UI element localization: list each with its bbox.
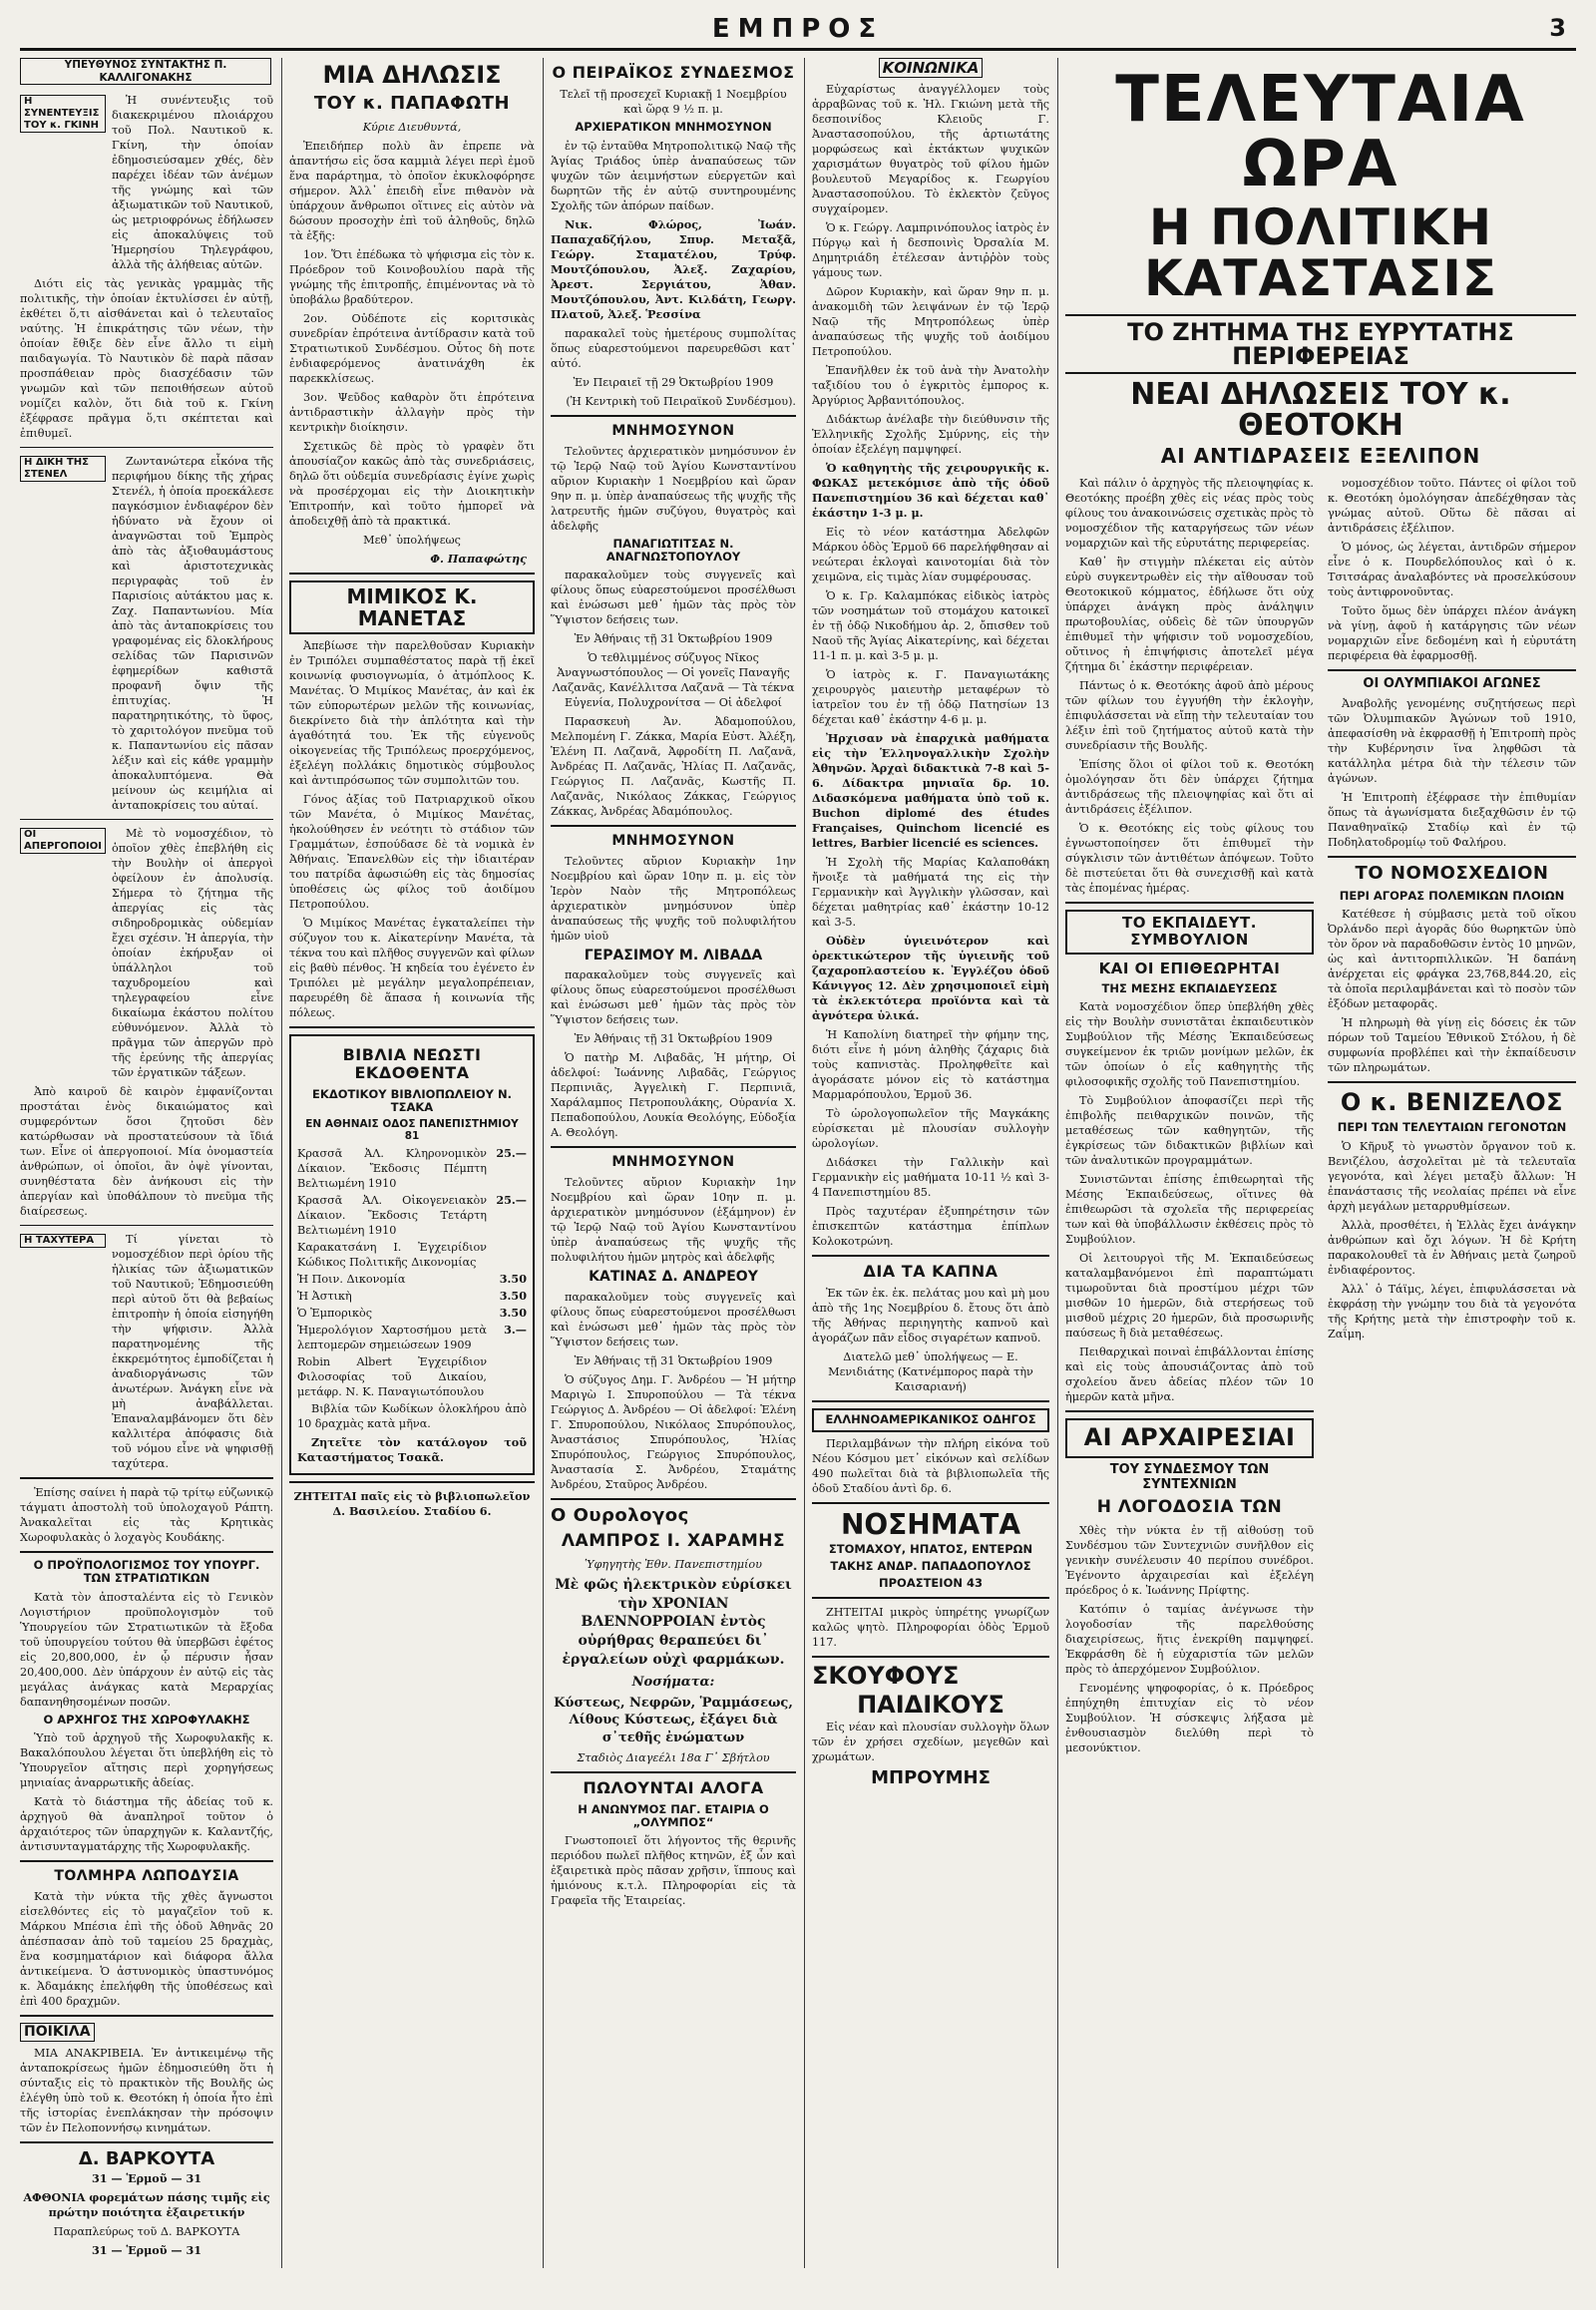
book-price: 3.— <box>504 1323 527 1338</box>
article-paragraph: Ὁ Μιμίκος Μανέτας ἐγκαταλείπει τὴν σύζυγον του κ. Αἰκατερίνην Μανέτα, τὰ τέκνα του καὶ πλῆθος συγγενῶν καὶ φίλων εἰς βαθὺ πένθος. Ἡ κηδεία του ἐγένετο ἐν Τριπόλει μὲ μεγάλην μεγαλοπρέπειαν, παρευρέθη δὲ ἅπασα ἡ κοινωνία τῆς πόλεως. <box>289 917 535 1020</box>
book-price: 25.— <box>496 1193 527 1208</box>
notice-heading: ΜΝΗΜΟΣΥΝΟΝ <box>611 833 735 850</box>
advert-title: Ὑφηγητὴς Ἐθν. Πανεπιστημίου <box>585 1557 762 1571</box>
headline-subhead: ΝΕΑΙ ΔΗΛΩΣΕΙΣ ΤΟΥ κ. ΘΕΟΤΟΚΗ <box>1130 377 1511 444</box>
social-item: Δῶρον Κυριακὴν, καὶ ὥραν 9ην π. μ. ἀνακομιδὴ τῶν λειψάνων ἐν τῷ Ἱερῷ Ναῷ τῆς Μητροπόλεως ὑπὲρ ἀναπαύσεως τῆς ψυχῆς τοῦ ἀοιδίμου Πετροπούλου. <box>812 285 1049 358</box>
social-item: Ὁ ἰατρὸς κ. Γ. Παναγιωτάκης χειρουργὸς μαιευτὴρ μεταφέρων τὸ ἰατρεῖον του ἐν τῇ ὁδῷ Πατησίων 13 δέχεται καθ᾽ ἑκάστην 4-6 μ. μ. <box>812 668 1049 726</box>
social-item: Οὐδὲν ὑγιεινότερον καὶ ὀρεκτικώτερον τῆς ὑγιεινῆς τοῦ ζαχαροπλαστείου κ. Ἐγγλέζου ὁδοῦ Κάνιγγος 12. Δὲν χρησιμοποιεῖ εἰμὴ τὰ ἐκλεκτότερα προϊόντα καὶ τὰ ἀγνότερα ὑλικά. <box>812 934 1049 1022</box>
separator <box>20 1477 273 1479</box>
advert-note: Βιβλία τῶν Κωδίκων ὁλοκλήρου ἀπὸ 10 δραχμὰς κατὰ μῆνα. <box>297 1402 527 1431</box>
separator <box>20 447 273 448</box>
article-heading: Ο ΠΡΟΫΠΟΛΟΓΙΣΜΟΣ ΤΟΥ ΥΠΟΥΡΓ. ΤΩΝ ΣΤΡΑΤΙΩΤΙΚΩΝ <box>33 1558 260 1586</box>
article-heading: ΜΙΜΙΚΟΣ Κ. ΜΑΝΕΤΑΣ <box>289 580 535 634</box>
column-4 <box>812 58 1049 2268</box>
classified-ad: ΖΗΤΕΙΤΑΙ μικρὸς ὑπηρέτης γνωρίζων καλῶς ψητὸ. Πληροφορίαι ὁδὸς Ἑρμοῦ 117. <box>812 1605 1049 1649</box>
advert-name: Δ. ΒΑΡΚΟΥΤΑ <box>78 2147 215 2169</box>
article-paragraph: 1ον. Ὅτι ἐπέδωκα τὸ ψήφισμα εἰς τὸν κ. Πρόεδρον τοῦ Κοινοβουλίου παρὰ τῆς γνώμης τῆς ἐπιτροπῆς, ἐπιμένοντας νὰ τὸ ὑποβάλω βραδύτερον. <box>289 248 535 307</box>
side-heading: Η ΣΥΝΕΝΤΕΥΞΙΣ ΤΟΥ κ. ΓΚΙΝΗ <box>20 95 106 133</box>
article-subheading: Η ΛΟΓΟΔΟΣΙΑ ΤΩΝ <box>1096 1497 1283 1518</box>
advert-name: ΤΑΚΗΣ ΑΝΔΡ. ΠΑΠΑΔΟΠΟΥΛΟΣ <box>830 1559 1031 1574</box>
separator <box>551 415 796 417</box>
side-heading: Η ΤΑΧΥΤΕΡΑ <box>20 1234 106 1248</box>
headline-main: ΤΕΛΕΥΤΑΙΑ ΩΡΑ <box>1115 63 1526 202</box>
column-1 <box>20 58 273 2268</box>
article-paragraph: Πάντως ὁ κ. Θεοτόκης ἀφοῦ ἀπὸ μέρους τῶν φίλων του ἐγγυήθη τὴν ἐκλογὴν, ἐπιφυλάσσεται νὰ εἴπῃ τὴν τελευταίαν του λέξιν ἐπὶ τοῦ ζητήματος αὐτοῦ κατὰ τὴν συνεδρίασιν τῆς Βουλῆς. <box>1065 679 1314 753</box>
article-heading: ΜΙΑ ΔΗΛΩΣΙΣ <box>322 61 502 89</box>
book-title: Ἡμερολόγιον Χαρτοσήμου μετὰ λεπτομερῶν σημειώσεων 1909 <box>297 1324 487 1352</box>
article-heading: ΤΟ ΕΚΠΑΙΔΕΥΤ. ΣΥΜΒΟΥΛΙΟΝ <box>1065 910 1314 955</box>
headline-deck: ΑΙ ΑΝΤΙΔΡΑΣΕΙΣ ΕΞΕΛΙΠΟΝ <box>1160 443 1481 468</box>
article-paragraph: Σχετικῶς δὲ πρὸς τὸ γραφὲν ὅτι ἀπουσίαζον κακῶς ἀπὸ τὰς συνεδριάσεις, δηλῶ ὅτι οὐδεμία συνεδρίασις ἐγίνε χωρὶς νὰ προσέρχομαι εἰς τὴν Διοικητικὴν Ἐπιτροπήν, καὶ τοῦτο ἠμπορεῖ νὰ ἀποδειχθῇ ἀπὸ τὰ πρακτικά. <box>289 440 535 529</box>
article-paragraph: Ἡ Ἐπιτροπὴ ἐξέφρασε τὴν ἐπιθυμίαν ὅπως τὰ ἀγωνίσματα διεξαχθῶσιν ἐν τῷ Παναθηναϊκῷ Σταδίῳ καὶ ἐν τῷ Ποδηλατοδρομίῳ τοῦ Φαλήρου. <box>1328 790 1576 849</box>
advert-signature: Διατελῶ μεθ᾽ ὑπολήψεως — Ε. Μενιδιάτης (Κατνέμπορος παρὰ τὴν Καισαριανή) <box>828 1350 1033 1394</box>
advert-name: ΛΑΜΠΡΟΣ Ι. ΧΑΡΑΜΗΣ <box>561 1531 786 1552</box>
article-paragraph: Γόνος ἀξίας τοῦ Πατριαρχικοῦ οἴκου τῶν Μανέτα, ὁ Μιμίκος Μανέτας, ἠκολούθησεν ἐν νεότητι τὸ στάδιον τῶν Γραμμάτων, ἐσπούδασε δὲ τὰ νομικὰ ἐν Ἀθήναις. Ἐπανελθὼν εἰς τὴν ἰδιαιτέραν του πατρίδα ἀφωσιώθη εἰς τὰς δημοσίας ὑποθέσεις ὡς φίλος τοῦ ἀοιδίμου Πετροπούλου. <box>289 793 535 912</box>
column-rule <box>804 58 805 2268</box>
article-paragraph: 3ον. Ψεῦδος καθαρὸν ὅτι ἐπρότεινα ἀντιδραστικὴν ἀλλαγὴν πρὸς τὴν κεντρικὴν διοίκησιν. <box>289 391 535 435</box>
notice-name: ΠΑΝΑΓΙΩΤΙΤΣΑΣ Ν. ΑΝΑΓΝΩΣΤΟΠΟΥΛΟΥ <box>605 536 741 564</box>
advert-heading: ΒΙΒΛΙΑ ΝΕΩΣΤΙ ΕΚΔΟΘΕΝΤΑ <box>342 1045 482 1083</box>
notice-text: Τελοῦντες αὔριον Κυριακὴν 1ην Νοεμβρίου καὶ ὥραν 10ην π. μ. ἀρχιερατικὸν μνημόσυνον (ἑξάμηνον) ἐν τῷ Ἱερῷ Ναῷ τοῦ Ἁγίου Κωνσταντίνου ὑπὲρ ἀναπαύσεως τῆς ψυχῆς τῆς πολυφιλήτου ἡμῶν μητρὸς καὶ ἀδελφῆς <box>551 1176 796 1265</box>
article-paragraph: Ἀλλ᾽ ὁ Τάϊμς, λέγει, ἐπιφυλάσσεται νὰ ἐκφράσῃ τὴν γνώμην του διὰ τὰ γεγονότα τῆς Κρήτης μετὰ τὴν ἐπιστροφὴν τοῦ κ. Ζαΐμη. <box>1328 1282 1576 1341</box>
article-paragraph: Ὑπὸ τοῦ ἀρχηγοῦ τῆς Χωροφυλακῆς κ. Βακαλόπουλου λέγεται ὅτι ὑπεβλήθη εἰς τὸ Ὑπουργεῖον αἴτησις περὶ χορηγήσεως μηνιαίας ἀναρρωτικῆς ἀδείας. <box>20 1731 273 1789</box>
article-heading: ΤΟΛΜΗΡΑ ΛΩΠΟΔΥΣΙΑ <box>54 1867 239 1884</box>
separator <box>551 1498 796 1500</box>
article-heading: Ο ΑΡΧΗΓΟΣ ΤΗΣ ΧΩΡΟΦΥΛΑΚΗΣ <box>43 1712 250 1727</box>
article-paragraph: Ὁ Κῆρυξ τὸ γνωστὸν ὄργανον τοῦ κ. Βενιζέλου, ἀσχολεῖται μὲ τὰ τελευταῖα γεγονότα, καὶ λέγει μεταξὺ ἄλλων: Ἡ ἐπανάστασις τῆς νεολαίας πρέπει νὰ εἶνε ἀρχὴ μεγάλων μεταρρυθμίσεων. <box>1328 1139 1576 1213</box>
separator <box>289 1481 535 1483</box>
social-item: Ἠρχισαν νὰ ἐπαρχικὰ μαθήματα εἰς τὴν Ἑλληνογαλλικὴν Σχολὴν Ἀθηνῶν. Ἀρχαὶ διδακτικὰ 7-8 καὶ 5-6. Δίδακτρα μηνιαῖα δρ. 10. Διδασκόμενα μαθήματα ὑπὸ τοῦ κ. Buchon diplomé des études Françaises, Quinchom licencié es lettres, Barbier licencié es sciences. <box>812 731 1049 850</box>
book-list-item <box>297 1306 527 1321</box>
article-paragraph: Κατέθεσε ἡ σύμβασις μετὰ τοῦ οἴκου Ὀρλάνδο περὶ ἀγορᾶς δύο θωρηκτῶν ὑπὸ τὸν ὅρον νὰ παραδοθῶσιν ἐντὸς 10 μηνῶν, ὡς καὶ ἀντιτορπιλλικῶν. Ἡ δαπάνη ἀνέρχεται εἰς φράγκα 23,768,844.20, εἰς τὰ ὁποῖα περιλαμβάνεται καὶ τὸ ποσὸν τῶν ἐξόδων μεταφορᾶς. <box>1328 907 1576 1010</box>
notice-heading: ΜΝΗΜΟΣΥΝΟΝ <box>611 1154 735 1171</box>
article-subheading: ΠΕΡΙ ΤΩΝ ΤΕΛΕΥΤΑΙΩΝ ΓΕΓΟΝΟΤΩΝ <box>1337 1120 1567 1135</box>
article-paragraph: Ἐπίσης ὅλοι οἱ φίλοι τοῦ κ. Θεοτόκη ὁμολόγησαν ὅτι δὲν ὑπάρχει ζήτημα ἀντιδράσεως τῆς πλειοψηφίας καὶ ὅτι αἱ ἀντιδράσεις ἐξέλιπον. <box>1065 758 1314 817</box>
book-list-item <box>297 1289 527 1304</box>
notice-text: Τελοῦντες ἀρχιερατικὸν μνημόσυνον ἐν τῷ Ἱερῷ Ναῷ τοῦ Ἁγίου Κωνσταντίνου αὔριον Κυριακὴν 1 Νοεμβρίου καὶ ὥραν 9ην π. μ. ὑπὲρ ἀναπαύσεως τῆς ψυχῆς τῆς λατρευτῆς ἡμῶν συζύγου, θυγατρὸς καὶ ἀδελφῆς <box>551 444 796 533</box>
classified-ad: ΖΗΤΕΙΤΑΙ παῖς εἰς τὸ βιβλιοπωλεῖον Δ. Βασιλείου. Σταδίου 6. <box>293 1489 531 1519</box>
separator <box>289 1026 535 1028</box>
book-title: Ἡ Ποιν. Δικονομία <box>297 1273 406 1287</box>
article-paragraph: Ἐπειδήπερ πολὺ ἂν ἐπρεπε νὰ ἀπαντήσω εἰς ὅσα καμμιὰ λέγει περὶ ἐμοῦ ἕνα παράρτημα, τὸ ὁποῖον ἐκυκλοφόρησε σήμερον. Ἀλλ᾽ ἐπειδὴ εἶνε πιθανὸν νὰ ὑπάρχουν ἄνθρωποι οἵτινες εἰς αὐτὸν νὰ δώσουν προσοχὴν ἐπὶ τοῦ ἀληθοῦς, δηλῶ τὰ ἑξῆς: <box>289 140 535 243</box>
book-price <box>487 1354 527 1399</box>
social-item: Ὁ καθηγητὴς τῆς χειρουργικῆς κ. ΦΩΚΑΣ μετεκόμισε ἀπὸ τῆς ὁδοῦ Πανεπιστημίου 36 καὶ δέχεται καθ᾽ ἑκάστην 1-3 μ. μ. <box>812 461 1049 520</box>
separator <box>551 1146 796 1148</box>
separator <box>289 573 535 575</box>
notice-text: Τελεῖ τῇ προσεχεῖ Κυριακῇ 1 Νοεμβρίου καὶ ὥρᾳ 9 ½ π. μ. <box>560 88 787 117</box>
article-subheading: ΤΗΣ ΜΕΣΗΣ ΕΚΠΑΙΔΕΥΣΕΩΣ <box>1101 980 1278 995</box>
side-heading: Η ΔΙΚΗ ΤΗΣ ΣΤΕΝΕΛ <box>20 456 106 482</box>
separator <box>1065 1410 1314 1412</box>
book-list-item <box>297 1323 527 1352</box>
advert-label: Νοσήματα: <box>631 1674 715 1690</box>
notice-name: ΚΑΤΙΝΑΣ Δ. ΑΝΔΡΕΟΥ <box>589 1269 758 1286</box>
social-item: Εὐχαρίστως ἀναγγέλλομεν τοὺς ἀρραβῶνας τοῦ κ. Ἠλ. Γκιώνη μετὰ τῆς δεσποινίδος Κλειοῦς Γ. Ἀναστασοπούλου, τῆς ἀρτιωτάτης μορφώσεως καὶ ἐκτάκτων ψυχικῶν χαρισμάτων θυγατρὸς τοῦ φίλου ἡμῶν βουλευτοῦ Μεγαρίδος κ. Γεωργίου Ἀναστασοπούλου. Τὸ ἐκλεκτὸν ζεῦγος συγχαίρομεν. <box>812 83 1049 215</box>
article-paragraph: Ἡ πληρωμὴ θὰ γίνῃ εἰς δόσεις ἐκ τῶν πόρων τοῦ Ταμείου Ἐθνικοῦ Στόλου, ἡ δὲ συμφωνία προβλέπει καὶ τὴν ἐκπαίδευσιν τῶν πληρωμάτων. <box>1328 1015 1576 1074</box>
notice-text: Ὁ πατὴρ Μ. Λιβαδᾶς, Ἡ μήτηρ, Οἱ ἀδελφοί: Ἰωάννης Λιβαδᾶς, Γεώργιος Περπινιᾶς, Ἀγγελικὴ Γ. Περπινιᾶ, Χαράλαμπος Πετροπουλάκης, Οὐρανία Χ. Πεπαδοπούλου, Λουκία Θεολόγης, Εὐδοξία Α. Θεολόγη. <box>551 1051 796 1140</box>
book-advert <box>289 1034 535 1475</box>
advert-address: 31 — Ἑρμοῦ — 31 <box>91 2170 202 2185</box>
advert-address: ΕΝ ΑΘΗΝΑΙΣ ΟΔΟΣ ΠΑΝΕΠΙΣΤΗΜΙΟΥ 81 <box>305 1118 519 1143</box>
article-paragraph: Καὶ πάλιν ὁ ἀρχηγὸς τῆς πλειοψηφίας κ. Θεοτόκης προέβη χθὲς εἰς νέας πρὸς τοὺς φίλους του ἀνακοινώσεις σχετικὰς πρὸς τὸ νομοσχέδιον τῆς καταργήσεως τῶν νέων νομαρχιῶν καὶ τῆς εὐρυτάτης περιφερείας. <box>1065 477 1314 551</box>
article-subheading: ΤΟΥ ΣΥΝΔΕΣΜΟΥ ΤΩΝ ΣΥΝΤΕΧΝΙΩΝ <box>1109 1461 1270 1492</box>
book-title: Κρασσᾶ ἈΛ. Οἰκογενειακὸν Δίκαιον. Ἔκδοσις Τετάρτη Βελτιωμένη 1910 <box>297 1194 487 1238</box>
editor-label: ΥΠΕΥΘΥΝΟΣ ΣΥΝΤΑΚΤΗΣ Π. ΚΑΛΛΙΓΟΝΑΚΗΣ <box>20 58 271 85</box>
social-item: Διδάκτωρ ἀνέλαβε τὴν διεύθυνσιν τῆς Ἑλληνικῆς Σχολῆς Σμύρνης, εἰς τὴν ὁποίαν ἐξελέγη παμψηφεί. <box>812 413 1049 456</box>
social-item: Ὁ κ. Γρ. Καλαμπόκας εἰδικὸς ἰατρὸς τῶν νοσημάτων τοῦ στομάχου κατοικεῖ ἐν τῇ ὁδῷ Νικοδήμου ἀρ. 2, ὄπισθεν τοῦ Ναοῦ τῆς Ἁγίας Αἰκατερίνης, καὶ δέχεται 11-1 π. μ. καὶ 3-5 μ. μ. <box>812 589 1049 662</box>
notice-date: Ἐν Πειραιεῖ τῇ 29 Ὀκτωβρίου 1909 <box>573 375 774 389</box>
separator <box>812 1502 1049 1504</box>
notice-text: Ὁ σύζυγος Δημ. Γ. Ἀνδρέου — Ἡ μήτηρ Μαριγὼ Ι. Σπυροπούλου — Τὰ τέκνα Γεώργιος Δ. Ἀνδρέου — Οἱ ἀδελφοί: Ἑλένη Γ. Σπυροπούλου, Νικόλαος Σπυρόπουλος, Ἀναστάσιος Σπυρόπουλος, Ἠλίας Σπυρόπουλος, Γεώργιος Σπυρόπουλος, Ἀναστασία Σ. Ἀνδρέου, Σταμάτης Ἀνδρέου, Σταῦρος Ἀνδρέου. <box>551 1372 796 1491</box>
advert-text: Περιλαμβάνων τὴν πλήρη εἰκόνα τοῦ Νέου Κόσμου μετ᾽ εἰκόνων καὶ σελίδων 490 πωλεῖται διὰ τὰ βιβλιοπωλεῖα τῆς ὁδοῦ Σταδίου ἀντὶ δρ. 6. <box>812 1436 1049 1495</box>
article-paragraph: Ἡ συνέντευξις τοῦ διακεκριμένου πλοιάρχου τοῦ Πολ. Ναυτικοῦ κ. Γκίνη, τὴν ὁποίαν ἐδημοσιεύσαμεν χθές, δὲν παρέχει ἰδέαν τῶν ἀνέμων τῆς γνώμης καὶ τῶν ἀξιωματικῶν τοῦ Ναυτικοῦ, ὡς μετριοφρόνως ἐδήλωσεν εἰς ἀποκαλύψεις τοῦ Ἡμερησίου Τηλεγράφου, ἀλλὰ τῆς ἀλήθειας αὐτῶν. <box>112 94 273 272</box>
separator <box>1328 856 1576 858</box>
article-paragraph: Κατὰ τὸ διάστημα τῆς ἀδείας τοῦ κ. ἀρχηγοῦ θὰ ἀναπληροῖ τοῦτον ὁ ἀρχαιότερος τῶν ὑπαρχηγῶν κ. Καλαντζής, ἀντισυνταγματάρχης τῆς Χωροφυλακῆς. <box>20 1794 273 1853</box>
article-paragraph: ΜΙΑ ΑΝΑΚΡΙΒΕΙΑ. Ἐν ἀντικειμένῳ τῆς ἀνταποκρίσεως ἡμῶν ἐδημοσιεύθη ὅτι ἡ σύνταξις εἰς τὸ πρακτικὸν τῆς Βουλῆς ὡς ἐλέγθη ὑπὸ τοῦ κ. Θεοτόκη ἡ ὁποία ἦτο ἐπὶ τῆς ἱστορίας ἐνεπλάκησαν τὴν πρόσοψιν τῶν ἐν Πελοποννήσῳ κινημάτων. <box>20 2046 273 2134</box>
headline-secondary: Η ΠΟΛΙΤΙΚΗ ΚΑΤΑΣΤΑΣΙΣ <box>1143 197 1498 307</box>
article-paragraph: νομοσχέδιον τοῦτο. Πάντες οἱ φίλοι τοῦ κ. Θεοτόκη ὁμολόγησαν ἀπεδέχθησαν τὰς γνώμας αὐτοῦ. Οὕτω δὲ πᾶσαι αἱ ἀντιδράσεις ἐξέλιπον. <box>1328 477 1576 536</box>
masthead-title: ΕΜΠΡΟΣ <box>711 14 885 44</box>
advert-text: Μὲ φῶς ἠλεκτρικὸν εὑρίσκει τὴν ΧΡΟΝΙΑΝ ΒΛΕΝΝΟΡΡΟΙΑΝ ἐντὸς οὐρήθρας θεραπεύει δι᾽ ἐργαλείων οὐχὶ φαρμάκων. <box>555 1576 792 1668</box>
advert-heading: ΔΙΑ ΤΑ ΚΑΠΝΑ <box>863 1262 998 1281</box>
article-paragraph: Ἀναβολῆς γενομένης συζητήσεως περὶ τῶν Ὀλυμπιακῶν Ἀγώνων τοῦ 1910, ἀπεφασίσθη νὰ ἐκφρασθῇ ἡ Ἐπιτροπὴ πρὸς τὴν Κυβέρνησιν ἵνα ληφθῶσι τὰ κατάλληλα μέτρα διὰ τὴν τέλεσιν τῶν ἀγώνων. <box>1328 696 1576 785</box>
side-heading: ΟΙ ΑΠΕΡΓΟΠΟΙΟΙ <box>20 828 106 854</box>
advert-address: 31 — Ἑρμοῦ — 31 <box>91 2242 202 2257</box>
advert-address: Σταδιὸς Διαγεέλι 18α Γ᾽ Σβήτλου <box>577 1751 770 1765</box>
article-heading: ΤΟ ΝΟΜΟΣΧΕΔΙΟΝ <box>1355 862 1549 884</box>
article-paragraph: Κατόπιν ὁ ταμίας ἀνέγνωσε τὴν λογοδοσίαν τῆς παρελθούσης διαχειρίσεως, ἥτις ἐνεκρίθη παμψηφεί. Ἐκφράσθη δὲ ἡ εὐχαριστία τῶν μελῶν πρὸς τὸ ἀπερχόμενον Συμβούλιον. <box>1065 1603 1314 1677</box>
separator <box>20 1860 273 1862</box>
separator <box>812 1255 1049 1257</box>
advert-heading: ΝΟΣΗΜΑΤΑ <box>840 1507 1021 1541</box>
notice-text: Τελοῦντες αὔριον Κυριακὴν 1ην Νοεμβρίου καὶ ὥραν 10ην π. μ. εἰς τὸν Ἱερὸν Ναὸν τῆς Μητροπόλεως ἀρχιερατικὸν μνημόσυνον ὑπὲρ ἀναπαύσεως τῆς ψυχῆς τοῦ πολυφιλήτου ἡμῶν υἱοῦ <box>551 855 796 944</box>
advert-subheading: ΕΚΔΟΤΙΚΟΥ ΒΙΒΛΙΟΠΩΛΕΙΟΥ Ν. ΤΣΑΚΑ <box>312 1086 512 1115</box>
book-price <box>487 1240 527 1270</box>
subcolumn-left <box>1065 476 1314 1759</box>
book-list <box>297 1146 527 1399</box>
book-price: 3.50 <box>499 1306 527 1321</box>
separator <box>1328 669 1576 671</box>
book-list-item <box>297 1272 527 1287</box>
separator <box>20 1225 273 1226</box>
article-heading: Ο κ. ΒΕΝΙΖΕΛΟΣ <box>1340 1087 1564 1116</box>
sidehead-block <box>20 454 273 813</box>
article-subheading: ΤΟΥ κ. ΠΑΠΑΦΩΤΗ <box>313 93 511 115</box>
advert-heading: Ο Ουρολογος <box>551 1504 689 1526</box>
advert-name: ΜΠΡΟΥΜΗΣ <box>871 1767 991 1789</box>
article-paragraph: Διότι εἰς τὰς γενικὰς γραμμὰς τῆς πολιτικῆς, τὴν ὁποίαν ἐκτυλίσσει ἐν αὐτῇ, ἐκθέτει ὅ,τι αἰσθάνεται καὶ ὁ τελευταῖος ναύτης. Ἡ ἐπικράτησις τῶν νέων, τὴν ὁποίαν ἔθιξε δὲν εἶνε ἄλλο τι εἰμὴ παιδαγωγία. Τὸ Ναυτικὸν δὲ παρὰ πᾶσαν προσπάθειαν πρὸς διασχέδασιν τῶν γνωμῶν καὶ τῶν πεποιθήσεων αὐτοῦ νομίζει καλὸν, ὅτι διὰ τοῦ κ. Γκίνη ἐξέφρασε πρᾶγμα ὅ,τι σκέπτεται καὶ ἐπιθυμεῖ. <box>20 277 273 441</box>
section-label: ΠΟΙΚΙΛΑ <box>20 2023 95 2042</box>
social-item: Τὸ ὡρολογοπωλεῖον τῆς Μαγκάκης εὐρίσκεται μὲ πλουσίαν συλλογὴν ὡρολογίων. <box>812 1107 1049 1150</box>
book-price: 3.50 <box>499 1289 527 1304</box>
social-item: Ὁ κ. Γεώργ. Λαμπρινόπουλος ἰατρὸς ἐν Πύργῳ καὶ ἡ δεσποινὶς Ὀρσαλία Μ. Δημητριάδη ἐτέλεσαν ἀντιῤῥὸν τοὺς γάμους των. <box>812 221 1049 279</box>
notice-heading: Ο ΠΕΙΡΑΪΚΟΣ ΣΥΝΔΕΣΜΟΣ <box>552 63 795 82</box>
book-list-item <box>297 1240 527 1270</box>
article-paragraph: Καθ᾽ ἣν στιγμὴν πλέκεται εἰς αὐτὸν εὐρὺ συγκεντρωθὲν εἰς τὴν αἴθουσαν τοῦ Θεοτοκικοῦ κόμματος, ἐδήλωσε ὅτι οὐχ ὑπάρχει ἀνάγκη πρὸς ἀνάληψιν πρωτοβουλίας, οὐδεὶς δὲ τῶν ὑπουργῶν ἐπιθυμεῖ τὴν ψήφισιν τοῦ νομοσχεδίου, οὔτινος ἡ ἐπιψήφισις ἀποτελεῖ μέγα ζήτημα δι᾽ ἑκάστην περιφέρειαν. <box>1065 556 1314 674</box>
social-item: Ἡ Σχολὴ τῆς Μαρίας Καλαποθάκη ἤνοιξε τὰ μαθήματά της εἰς τὴν Γερμανικὴν καὶ Ἀγγλικὴν γλῶσσαν, καὶ δέχεται μαθητρίας καθ᾽ ἑκάστην 10-12 καὶ 3-5. <box>812 856 1049 929</box>
separator <box>20 819 273 820</box>
page-number: 3 <box>1549 14 1566 42</box>
sidehead-block <box>20 826 273 1080</box>
notice-text: Ὁ τεθλιμμένος σύζυγος Νῖκος Ἀναγνωστόπουλος — Οἱ γονεῖς Παναγῆς Λαζανᾶς, Κανέλλιτσα Λαζανᾶ — Τὰ τέκνα Εὐγενία, Πολυχρονίτσα — Οἱ ἀδελφοί <box>552 651 795 710</box>
separator <box>20 2141 273 2143</box>
notice-signature: (Ἡ Κεντρικὴ τοῦ Πειραϊκοῦ Συνδέσμου). <box>566 394 796 408</box>
notice-heading: ΜΝΗΜΟΣΥΝΟΝ <box>611 422 735 439</box>
letter-salutation: Κύριε Διευθυντά, <box>362 121 462 135</box>
book-title: Ὁ Ἐμπορικὸς <box>297 1307 373 1321</box>
article-paragraph: Γενομένης ψηφοφορίας, ὁ κ. Πρόεδρος ἐπηύχηθη ἐπιτυχίαν εἰς τὸ νέον Συμβούλιον. Ἡ σύσκεψις λήξασα μὲ ἐνθουσιασμὸν διελύθη περὶ τὸ μεσονύκτιον. <box>1065 1682 1314 1755</box>
book-list-item <box>297 1146 527 1191</box>
book-list-item <box>297 1193 527 1238</box>
letter-signoff: Μεθ᾽ ὑπολήψεως <box>363 534 461 548</box>
article-paragraph: Συνιστῶνται ἐπίσης ἐπιθεωρηταὶ τῆς Μέσης Ἐκπαιδεύσεως, οἵτινες θὰ ἐπιθεωρῶσι τὰ σχολεῖα τῆς περιφερείας των καὶ θὰ ὑποβάλλωσιν ἐκθέσεις πρὸς τὸ Συμβούλιον. <box>1065 1173 1314 1247</box>
social-item: Πρὸς ταχυτέραν ἐξυπηρέτησιν τῶν ἐπισκεπτῶν κατάστημα ἐπίπλων Κολοκοτρώνη. <box>812 1205 1049 1248</box>
notice-date: Ἐν Ἀθήναις τῇ 31 Ὀκτωβρίου 1909 <box>574 632 773 646</box>
column-2 <box>289 58 535 2268</box>
book-price: 25.— <box>496 1146 527 1161</box>
notice-text: παρακαλοῦμεν τοὺς συγγενεῖς καὶ φίλους ὅπως εὐαρεστούμενοι προσέλθωσι καὶ ἑνώσωσι μεθ᾽ ἡμῶν τὰς πρὸς τὸν Ὕψιστον δεήσεις των. <box>551 569 796 627</box>
book-list-item <box>297 1354 527 1399</box>
book-title: Robin Albert Ἐγχειρίδιον Φιλοσοφίας τοῦ Δικαίου, μετάφρ. Ν. Κ. Παναγιωτόπουλου <box>297 1355 487 1399</box>
notice-text: ἐν τῷ ἐνταῦθα Μητροπολιτικῷ Ναῷ τῆς Ἁγίας Τριάδος ὑπὲρ ἀναπαύσεως τῶν ψυχῶν τῶν ἀειμνήστων εὐεργετῶν καὶ δωρητῶν τῆς ἐν αὐτῷ συντηρουμένης Σχολῆς τῶν ἀπόρων παίδων. <box>551 139 796 212</box>
notice-text: παρακαλοῦμεν τοὺς συγγενεῖς καὶ φίλους ὅπως εὐαρεστούμενοι προσέλθωσι καὶ ἑνώσωσι μεθ᾽ ἡμῶν τὰς πρὸς τὸν Ὕψιστον δεήσεις των. <box>551 968 796 1027</box>
separator <box>812 1400 1049 1402</box>
subcolumn-right <box>1328 476 1576 1759</box>
notice-names: Νικ. Φλώρος, Ἰωάν. Παπαχαδζήλου, Σπυρ. Μεταξᾶ, Γεώργ. Σταματέλου, Τρύφ. Μουτζόπουλου, Ἀλεξ. Ζαχαρίου, Ἀρεστ. Σεργιάτου, Ἀθαν. Μουτζόπουλου, Ἀντ. Κιλδάτη, Γεωργ. Πλατοῦ, Ἀλεξ. Ῥεσσίνα <box>551 216 796 321</box>
article-paragraph: Τὸ Συμβούλιον ἀποφασίζει περὶ τῆς ἐπιβολῆς πειθαρχικῶν ποινῶν, τῆς μεταθέσεως τῶν καθηγητῶν, τῆς ἐγκρίσεως τῶν διδακτικῶν βιβλίων καὶ τῶν ἀναλυτικῶν προγραμμάτων. <box>1065 1094 1314 1168</box>
column-5 <box>1065 58 1576 2268</box>
advert-reference: Παραπλεύρως τοῦ Δ. ΒΑΡΚΟΥΤΑ <box>53 2224 240 2238</box>
article-subheading: ΠΕΡΙ ΑΓΟΡΑΣ ΠΟΛΕΜΙΚΩΝ ΠΛΟΙΩΝ <box>1339 888 1565 903</box>
advert-heading: ΣΚΟΥΦΟΥΣ <box>812 1661 960 1690</box>
masthead <box>20 14 1576 51</box>
column-rule <box>543 58 544 2268</box>
advert-subheading: ΣΤΟΜΑΧΟΥ, ΗΠΑΤΟΣ, ΕΝΤΕΡΩΝ <box>828 1542 1033 1556</box>
advert-heading: ΠΑΙΔΙΚΟΥΣ <box>857 1690 1004 1719</box>
article-paragraph: Μὲ τὸ νομοσχέδιον, τὸ ὁποῖον χθὲς ἐπεβλήθη εἰς τὴν Βουλὴν οἱ ἀπεργοὶ ὀφείλουν ἐν ἀπολυσίᾳ. Σήμερα τὸ ζήτημα τῆς ἀπεργίας εἰς τὰς σιδηροδρομικὰς οὐδεμίαν ἔχει σχέσιν. Ἡ ἀπεργία, τὴν ὁποίαν ἐκήρυξαν οἱ ὑπάλληλοι τοῦ ταχυδρομείου καὶ τηλεγραφείου εἶνε δικαίωμα ἑκάστου πολίτου εὐθυνόμενον. Ἀλλὰ τὸ πρᾶγμα τῶν ἀπεργῶν πρὸ τῆς ἐρεύνης τῆς ἀπεργίας τῶν ἐργατικῶν τάξεων. <box>112 827 273 1080</box>
separator <box>1065 902 1314 904</box>
advert-heading: ΠΩΛΟΥΝΤΑΙ ΑΛΟΓΑ <box>583 1778 764 1798</box>
article-heading: ΟΙ ΟΛΥΜΠΙΑΚΟΙ ΑΓΩΝΕΣ <box>1363 676 1541 692</box>
article-paragraph: Ἀλλὰ, προσθέτει, ἡ Ἑλλὰς ἔχει ἀνάγκην ἀνθρώπων καὶ ὄχι λόγων. Ἡ δὲ Κρήτη παρακολουθεῖ τὰ ἐν Ἀθήναις μετὰ ζωηροῦ ἐνδιαφέροντος. <box>1328 1218 1576 1277</box>
notice-date: Ἐν Ἀθήναις τῇ 31 Ὀκτωβρίου 1909 <box>574 1032 773 1046</box>
book-title: Ἡ Ἀστικὴ <box>297 1290 352 1304</box>
book-price: 3.50 <box>499 1272 527 1287</box>
article-paragraph: Τί γίνεται τὸ νομοσχέδιον περὶ ὁρίου τῆς ἡλικίας τῶν ἀξιωματικῶν τοῦ Ναυτικοῦ; Ἐδημοσιεύθη περὶ αὐτοῦ ὅτι θὰ βεβαίως ἐπιτροπὴν ἡ ὁποία εἰσηγήθη τὴν ψήφισιν. Ἀλλὰ παρατηνομένης τῆς ἐκκρεμότητος ἐμποδίζεται ἡ ἀναδιοργάνωσις τῶν ἀνωτέρων. Ἀνάγκη εἶνε νὰ μὴ ἀναβάλλεται. Ἐπαναλαμβάνομεν ὅτι δὲν καλλιτέρα ἀπόφασις διὰ τοῦ νόμου εἶνε νὰ ψηφισθῇ ταχύτερα. <box>112 1233 273 1471</box>
headline-tertiary: ΤΟ ΖΗΤΗΜΑ ΤΗΣ ΕΥΡΥΤΑΤΗΣ ΠΕΡΙΦΕΡΕΙΑΣ <box>1065 314 1576 375</box>
separator <box>812 1597 1049 1599</box>
article-paragraph: Κατὰ τὴν νύκτα τῆς χθὲς ἄγνωστοι εἰσελθόντες εἰς τὸ μαγαζεῖον τοῦ κ. Μάρκου Μπέσια ἐπὶ τῆς ὁδοῦ Ἀθηνᾶς 20 ἀπέσπασαν ἀπὸ τοῦ ταμείου 25 δραχμὰς, ἕνα κοσμηματάριον καὶ διάφορα ἄλλα ἀντικείμενα. Ὁ ἀστυνομικὸς ὑπαστυνόμος κ. Ἀδαμάκης ἐπελήφθη τῆς ὑποθέσεως καὶ ἐπὶ 400 δραχμῶν. <box>20 1889 273 2008</box>
advert-text: ΑΦΘΟΝΙΑ φορεμάτων πάσης τιμῆς εἰς πρώτην ποιότητα ἐξαιρετικήν <box>23 2189 270 2219</box>
separator <box>20 2015 273 2017</box>
article-paragraph: Τοῦτο ὅμως δὲν ὑπάρχει πλέον ἀνάγκη νὰ γίνῃ, ἀφοῦ ἡ κατάργησις τῶν νέων νομαρχιῶν εἶνε δεδομένη καὶ ἡ εὐρυτάτη περιφέρεια θὰ ἐφαρμοσθῇ. <box>1328 604 1576 663</box>
section-label: ΚΟΙΝΩΝΙΚΑ <box>879 58 984 78</box>
article-paragraph: Χθὲς τὴν νύκτα ἐν τῇ αἰθούσῃ τοῦ Συνδέσμου τῶν Συντεχνιῶν συνῆλθον εἰς γενικὴν συνέλευσιν 40 περίπου συνέδροι. Ἐγένοντο ἀρχαιρεσίαι καὶ ἐξελέγη πρόεδρος ὁ κ. Ἰωάννης Πρίφτης. <box>1065 1524 1314 1598</box>
letter-signature: Φ. Παπαφώτης <box>430 552 527 567</box>
notice-text: παρακαλοῦμεν τοὺς συγγενεῖς καὶ φίλους ὅπως εὐαρεστούμενοι προσέλθωσι καὶ ἑνώσωσι μεθ᾽ ἡμῶν τὰς πρὸς τὸν Ὕψιστον δεήσεις των. <box>551 1290 796 1348</box>
advert-text: Ἐκ τῶν ἐκ. ἐκ. πελάτας μου καὶ μὴ μου ἀπὸ τῆς 1ης Νοεμβρίου δ. ἔτους ὅτι ἀπὸ τῆς Ἀθήνας περιηγητὴς καπνοῦ καὶ ἀγοράζων πᾶν εἶδος σιγαρέτων καπνοῦ. <box>812 1287 1049 1346</box>
article-paragraph: Κατὰ νομοσχέδιον ὅπερ ὑπεβλήθη χθὲς εἰς τὴν Βουλὴν συνιστᾶται ἐκπαιδευτικὸν Συμβούλιον τῆς Μέσης Ἐκπαιδεύσεως συγκείμενον ἐκ τριῶν μονίμων μελῶν, ἐκ τῶν ὁποίων ὁ εἷς καθηγητὴς τῆς φιλοσοφικῆς σχολῆς τοῦ Πανεπιστημίου. <box>1065 1000 1314 1089</box>
separator <box>551 1771 796 1773</box>
advert-text: Κύστεως, Νεφρῶν, Ῥαμμάσεως, Λίθους Κύστεως, ἐξάγει διὰ σ᾽τεθῆς ἐνώματων <box>554 1695 793 1745</box>
notice-name: ΓΕΡΑΣΙΜΟΥ Μ. ΛΙΒΑΔΑ <box>584 948 763 964</box>
advert-address: ΠΡΟΑΣΤΕΙΟΝ 43 <box>879 1576 983 1591</box>
article-paragraph: Ὁ μόνος, ὡς λέγεται, ἀντιδρῶν σήμερον εἶνε ὁ κ. Πουρδελόπουλος καὶ ὁ κ. Τσιτσάρας ἀναλαβόντες νὰ προσελκύσουν τοὺς ἀντιφρονοῦντας. <box>1328 541 1576 599</box>
notice-subheading: ΑΡΧΙΕΡΑΤΙΚΟΝ ΜΝΗΜΟΣΥΝΟΝ <box>575 120 772 135</box>
book-title: Κρασσᾶ ἈΛ. Κληρονομικὸν Δίκαιον. Ἔκδοσις Πέμπτη Βελτιωμένη 1910 <box>297 1147 487 1191</box>
notice-text: παρακαλεῖ τοὺς ἡμετέρους συμπολίτας ὅπως εὐαρεστούμενοι παρευρεθῶσι κατ᾽ αὐτό. <box>551 326 796 370</box>
article-paragraph: 2ον. Οὐδέποτε εἰς κοριτσικὰς συνεδρίαν ἐπρότεινα ἀντίδρασιν κατὰ τοῦ Στρατιωτικοῦ Συνδέσμου. Οὗτος δὴ ποτε ἐνδιαφερόμενος ἀνατινάχθη ἐκ παρεκκλίσεως. <box>289 312 535 386</box>
article-paragraph: Οἱ λειτουργοὶ τῆς Μ. Ἐκπαιδεύσεως καταλαμβανόμενοι ἐπὶ παραπτώματι τιμωροῦνται διὰ προστίμου μέχρι τῶν μισθῶν 10 ἡμερῶν, διὰ στερήσεως τοῦ μισθοῦ μέχρις 20 ἡμερῶν, διὰ προσωρινῆς παύσεως ἢ διὰ μεταθέσεως. <box>1065 1252 1314 1341</box>
sidehead-block <box>20 1232 273 1471</box>
article-paragraph: Ἀπεβίωσε τὴν παρελθοῦσαν Κυριακὴν ἐν Τριπόλει συμπαθέστατος παρὰ τῇ ἐκεῖ κοινωνίᾳ φυσιογνωμία, ὁ ἀτμόπλοος Κ. Μανέτας. Ὁ Μιμίκος Μανέτας, ἀν καὶ ἐκ τῶν εὐπορωτέρων μελῶν τῆς κοινωνίας, διεκρίνετο διὰ τὴν ἁπλότητα καὶ τὴν ἀγαθότητά του. Ἐκ τῆς εὐγενοῦς οἰκογενείας τῆς Τριπόλεως προερχόμενος, ἐξελέγη πολλάκις δημοτικὸς σύμβουλος καὶ ἀντιπρόσωπος τῶν συμπολιτῶν του. <box>289 639 535 788</box>
article-paragraph: Ἀπὸ καιροῦ δὲ καιρὸν ἐμφανίζονται προστάται ἑνὸς δικαιώματος καὶ συμφερόντων ὅσοι ζητοῦσι δὲν κατώρθωσαν νὰ προστατεύσουν τὰ ἴδιά των. Εἶνε οἱ ἀπεργοποιοί. Μία ὀνομαστεία ἀνθρώπων, οἱ ὁποῖοι, ἂν ὀψὲ γίνονται, συνηθέστατα δὲν ἀνήκουσι εἰς τὴν ἀπεργίαν καὶ ὑποθάλπουν τὸ πνεῦμα τῆς διαίρεσεως. <box>20 1085 273 1219</box>
wide-column-body <box>1065 476 1576 1759</box>
advert-text: Εἰς νέαν καὶ πλουσίαν συλλογὴν ὅλων τῶν ἐν χρήσει σχεδίων, μεγεθῶν καὶ χρωμάτων. <box>812 1721 1049 1764</box>
column-3 <box>551 58 796 2268</box>
article-subheading: ΚΑΙ ΟΙ ΕΠΙΘΕΩΡΗΤΑΙ <box>1098 959 1281 977</box>
column-rule <box>1057 58 1058 2268</box>
article-paragraph: Ἐπίσης σαίνει ἡ παρὰ τῷ τρίτῳ εὐζωνικῷ τάγματι ἀποστολὴ τοῦ ὑπολοχαγοῦ Ράπτη. Ἀνακαλεῖται εἰς τὰς Κρητικὰς Χωροφυλακὰς ὁ λοχαγὸς Κουδάκης. <box>20 1486 273 1545</box>
social-item: Ἐπανῆλθεν ἐκ τοῦ ἀνὰ τὴν Ἀνατολὴν ταξιδίου του ὁ ἐγκριτὸς ἐμπορος κ. Ἀργύριος Ἀρβανιτόπουλος. <box>812 364 1049 407</box>
separator <box>1328 1081 1576 1083</box>
article-paragraph: Πειθαρχικαὶ ποιναὶ ἐπιβάλλονται ἐπίσης καὶ εἰς τοὺς ἀπουσιάζοντας ἀπὸ τοῦ σχολείου ἄνευ ἀδείας πλέον τῶν 10 ἡμερῶν κατὰ μῆνα. <box>1065 1346 1314 1404</box>
article-heading: ΑΙ ΑΡΧΑΙΡΕΣΙΑΙ <box>1065 1418 1314 1458</box>
article-paragraph: Ὁ κ. Θεοτόκης εἰς τοὺς φίλους του ἐγνωστοποίησεν ὅτι ἐπιθυμεῖ τὴν σύγκλισιν τῶν ἀντιθέτων ἀπόψεων. Τοῦτο δὲ πιστεύεται ὅτι θὰ συνεχισθῇ καὶ κατὰ τὰς ἑπομένας ἡμέρας. <box>1065 822 1314 896</box>
advert-subheading: Η ΑΝΩΝΥΜΟΣ ΠΑΓ. ΕΤΑΙΡΙΑ Ο „ΟΛΥΜΠΟΣ“ <box>578 1801 769 1829</box>
notice-text: Παρασκευὴ Ἀν. Ἀδαμοπούλου, Μελπομένη Γ. Ζάκκα, Μαρία Εὐστ. Ἀλέξη, Ἑλένη Π. Λαζανᾶ, Ἀφροδίτη Π. Λαζανᾶ, Ἀνδρέας Π. Λαζανᾶς, Ἠλίας Π. Λαζανᾶς, Γεώργιος Π. Λαζανᾶς, Κωστῆς Π. Λαζανᾶς, Νικόλαος Ζάκκας, Γεώργιος Ζάκκας, Ἀνδρέας Ἀδαμόπουλος. <box>551 715 796 819</box>
separator <box>812 1656 1049 1658</box>
separator <box>20 1551 273 1553</box>
sidehead-block <box>20 93 273 272</box>
social-item: Εἰς τὸ νέον κατάστημα Ἀδελφῶν Μάρκου ὁδὸς Ἑρμοῦ 66 παρελήφθησαν αἱ νεώτεραι ἐκλογαὶ καινοτομίαι διὰ τὸν χειμῶνα, εἰς τιμὰς λίαν συμφέρουσας. <box>812 526 1049 583</box>
advert-text: Γνωστοποιεῖ ὅτι λήγοντος τῆς θερινῆς περιόδου πωλεῖ πλῆθος κτηνῶν, ἐξ ὧν καὶ ἐξαιρετικὰ πρὸς πᾶσαν χρῆσιν, ἵππους καὶ ἡμιόνους κ.τ.λ. Πληροφορίαι εἰς τὰ Γραφεῖα τῆς Ἑταιρείας. <box>551 1833 796 1907</box>
book-title: Καρακατσάνη Ι. Ἐγχειρίδιον Κώδικος Πολιτικῆς Δικονομίας <box>297 1241 487 1270</box>
column-rule <box>281 58 282 2268</box>
advert-note: Ζητεῖτε τὸν κατάλογον τοῦ Καταστήματος Τσακᾶ. <box>297 1435 527 1465</box>
article-paragraph: Κατὰ τὸν ἀποσταλέντα εἰς τὸ Γενικὸν Λογιστήριον προϋπολογισμὸν τοῦ Ὑπουργείου τῶν Στρατιωτικῶν τὰ ἔξοδα τοῦ ὑπουργείου τούτου θὰ ὑπερβῶσι ἐφέτος εἰς 20,800,000, ἐν ᾧ πέρυσιν ἦσαν 20,400,000. Δὲν ὑπάρχουν ἐν αὐτῷ εἰς τὰς μεγάλας ἀνάγκας κατὰ Μεραρχίας δαπανηθησομένων ποσῶν. <box>20 1590 273 1709</box>
social-item: Ἡ Καπολίνη διατηρεῖ τὴν φήμην της, διότι εἶνε ἡ μόνη ἀληθὴς ζάχαρις διὰ τοὺς καπνιστὰς. Προληφθεῖτε καὶ ἀγοράσατε μόνον εἰς τὸ κατάστημα Μαρμαρόπουλου, Ἑρμοῦ 36. <box>812 1028 1049 1101</box>
article-paragraph: Ζωντανώτερα εἶκόνα τῆς περιφήμου δίκης τῆς χήρας Στενέλ, ἡ ὁποία προεκάλεσε παγκόσμιον ἐνδιαφέρον δὲν ἠδύνατο νὰ ἔχουν οἱ ἀναγνῶσται τοῦ Ἐμπρὸς ἀπὸ τὰς ἀξιοθαυμάστους καὶ ἀριστοτεχνικὰς περιγραφὰς τοῦ ἐν Παρισίοις αὐτάκτου μας κ. Ζαχ. Παπαντωνίου. Μία ἀπὸ τὰς ἀνταποκρίσεις του γραφομένας εἰς δλοκλήρους σελίδας τῶν Παρισινῶν ἐφημερίδων καθιστᾶ προφανῆ ὄψιν τῆς ἐπιτυχίας. Ἡ παρατηρητικότης, τὸ ὕφος, τὸ χαριτολόγον πνεῦμα τοῦ κ. Παπαντωνίου εἰς πᾶσαν λέξιν καὶ εἰς κάθε γραμμὴν ἀποκαλυπτόμενα. Θὰ μείνουν ὡς κειμήλια αἱ ἀνταποκρίσεις του αὐταί. <box>112 455 273 813</box>
notice-date: Ἐν Ἀθήναις τῇ 31 Ὀκτωβρίου 1909 <box>574 1353 773 1367</box>
social-item: Διδάσκει τὴν Γαλλικὴν καὶ Γερμανικὴν εἰς μαθήματα 10-11 ½ καὶ 3-4 Πανεπιστημίου 85. <box>812 1156 1049 1199</box>
advert-heading: ΕΛΛΗΝΟΑΜΕΡΙΚΑΝΙΚΟΣ ΟΔΗΓΟΣ <box>812 1408 1049 1431</box>
separator <box>551 825 796 827</box>
newspaper-page <box>20 14 1576 2278</box>
